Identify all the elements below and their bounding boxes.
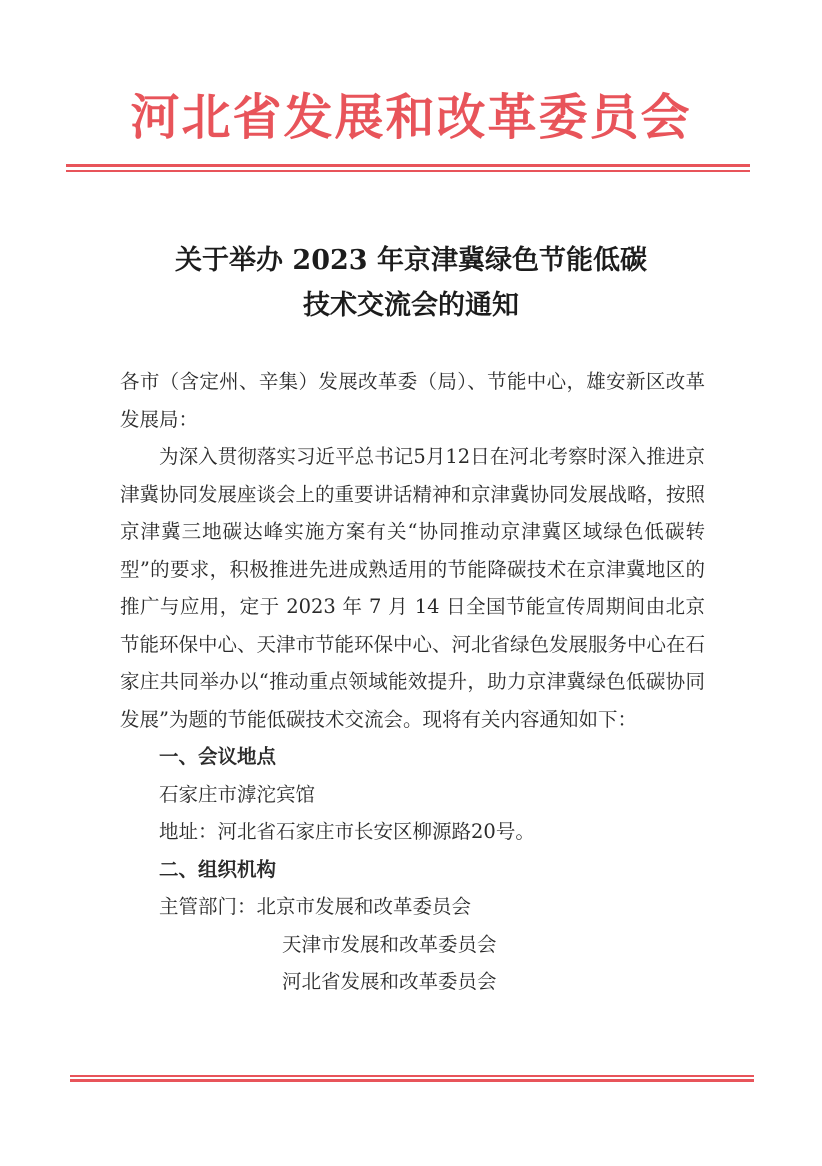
document-body [120,363,705,1001]
organizer-label-line: 主管部门：北京市发展和改革委员会 [159,895,472,918]
letterhead-title: 河北省发展和改革委员会 [130,88,692,146]
addressee: 各市（含定州、辛集）发展改革委（局）、节能中心，雄安新区改革发展局： [120,370,705,431]
letterhead-rule-thin [66,170,750,172]
section-heading-venue: 一、会议地点 [159,745,277,768]
document-title-line-1: 关于举办 2023 年京津冀绿色节能低碳 [175,245,647,276]
document-title-line-2: 技术交流会的通知 [303,290,519,321]
footer-rule-thin [70,1075,754,1077]
document-title [0,238,822,328]
letterhead-rule-thick [66,164,750,167]
organizer-line-3: 河北省发展和改革委员会 [282,970,497,993]
footer-rule-thick [70,1079,754,1082]
venue-address: 地址：河北省石家庄市长安区柳源路20号。 [159,820,535,843]
body-paragraph: 为深入贯彻落实习近平总书记5月12日在河北考察时深入推进京津冀协同发展座谈会上的重要讲话精神和京津冀协同发展战略，按照京津冀三地碳达峰实施方案有关“协同推动京津冀区域绿色低碳转型”的要求，积极推进先进成熟适用的节能降碳技术在京津冀地区的推广与应用，定于 2023 年 7 月 14 日全国节能宣传周期间由北京节能环保中心、天津市节能环保中心、河北省绿色发展服务中心在石家庄共同举办以“推动重点领域能效提升，助力京津冀绿色低碳协同发展”为题的节能低碳技术交流会。现将有关内容通知如下： [120,445,706,731]
organizer-line-2: 天津市发展和改革委员会 [282,932,497,956]
section-heading-organizers: 二、组织机构 [159,857,277,881]
venue-name: 石家庄市滹沱宾馆 [159,782,316,806]
